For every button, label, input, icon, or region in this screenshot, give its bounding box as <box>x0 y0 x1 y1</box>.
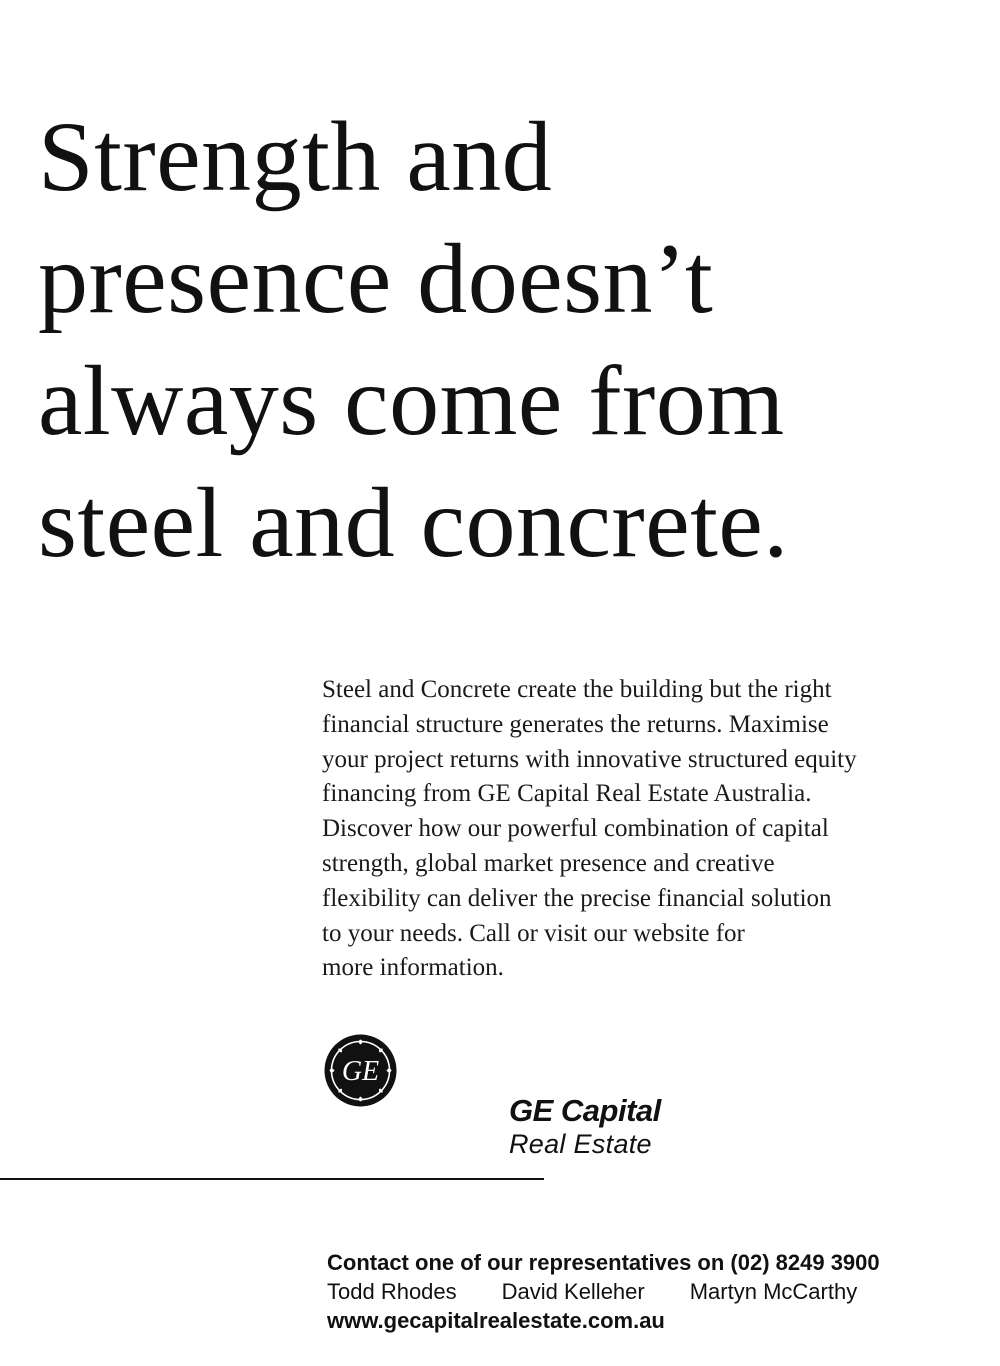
website-link[interactable]: www.gecapitalrealestate.com.au <box>327 1308 665 1333</box>
body-line: financial structure generates the returns. Maximise <box>322 710 829 738</box>
brand-wordmark <box>509 1094 661 1160</box>
body-line: Discover how our powerful combination of capital <box>322 815 829 843</box>
contact-heading: Contact one of our representatives on (02) 8249 3900 <box>327 1250 880 1275</box>
body-line: strength, global market presence and creative <box>322 849 775 877</box>
body-line: more information. <box>322 954 504 982</box>
body-line: to your needs. Call or visit our website for <box>322 919 745 947</box>
ge-monogram-text: GE <box>341 1056 380 1087</box>
headline-line-3: always come from <box>38 345 785 456</box>
headline-line-4: steel and concrete. <box>38 467 789 578</box>
body-line: your project returns with innovative structured equity <box>322 745 857 773</box>
representative-name: David Kelleher <box>501 1279 645 1304</box>
brand-name: GE Capital <box>509 1093 661 1128</box>
headline <box>38 96 978 584</box>
body-copy <box>322 673 962 986</box>
headline-line-2: presence doesn’t <box>38 223 714 334</box>
body-line: Steel and Concrete create the building but the right <box>322 676 832 703</box>
headline-line-1: Strength and <box>38 101 553 212</box>
contact-block <box>327 1248 967 1335</box>
representative-name: Martyn McCarthy <box>689 1279 858 1304</box>
body-line: flexibility can deliver the precise financial solution <box>322 884 832 912</box>
brand-subtitle: Real Estate <box>509 1129 652 1159</box>
divider-rule <box>0 1178 544 1180</box>
representatives-list <box>327 1277 967 1306</box>
representative-name: Todd Rhodes <box>327 1279 457 1304</box>
ge-monogram-icon <box>323 1033 398 1108</box>
body-line: financing from GE Capital Real Estate Australia. <box>322 780 812 808</box>
